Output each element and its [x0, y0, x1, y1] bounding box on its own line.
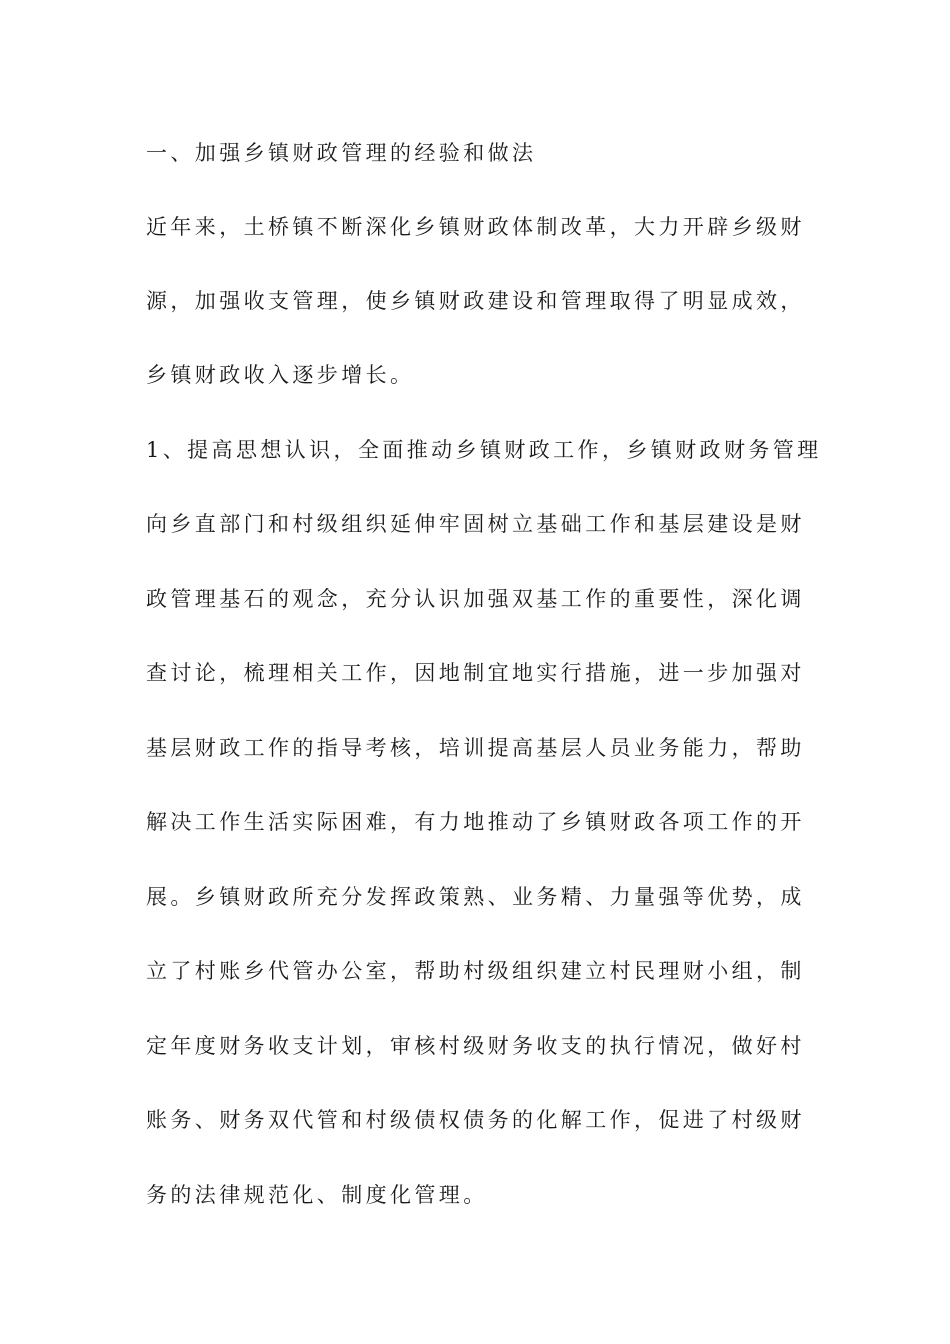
paragraph-1-line-2: 源，加强收支管理，使乡镇财政建设和管理取得了明显成效，	[146, 289, 805, 313]
paragraph-2-line-11: 务的法律规范化、制度化管理。	[146, 1183, 488, 1207]
paragraph-2-line-6: 解决工作生活实际困难，有力地推动了乡镇财政各项工作的开	[146, 810, 805, 834]
paragraph-2-line-4: 查讨论，梳理相关工作，因地制宜地实行措施，进一步加强对	[146, 661, 805, 685]
paragraph-1-line-1: 近年来，土桥镇不断深化乡镇财政体制改革，大力开辟乡级财	[146, 215, 805, 239]
paragraph-2-line-5: 基层财政工作的指导考核，培训提高基层人员业务能力，帮助	[146, 736, 805, 760]
paragraph-2-line-2: 向乡直部门和村级组织延伸牢固树立基础工作和基层建设是财	[146, 512, 805, 536]
paragraph-2-line-7: 展。乡镇财政所充分发挥政策熟、业务精、力量强等优势，成	[146, 885, 805, 909]
paragraph-2-line-3: 政管理基石的观念，充分认识加强双基工作的重要性，深化调	[146, 587, 805, 611]
section-heading: 一、加强乡镇财政管理的经验和做法	[146, 141, 537, 165]
paragraph-2-line-1: 1、提高思想认识，全面推动乡镇财政工作，乡镇财政财务管理	[146, 438, 822, 462]
paragraph-2-line-9: 定年度财务收支计划，审核村级财务收支的执行情况，做好村	[146, 1034, 805, 1058]
paragraph-1-line-3: 乡镇财政收入逐步增长。	[146, 363, 415, 387]
paragraph-2-line-10: 账务、财务双代管和村级债权债务的化解工作，促进了村级财	[146, 1108, 805, 1132]
paragraph-2-line-8: 立了村账乡代管办公室，帮助村级组织建立村民理财小组，制	[146, 959, 805, 983]
